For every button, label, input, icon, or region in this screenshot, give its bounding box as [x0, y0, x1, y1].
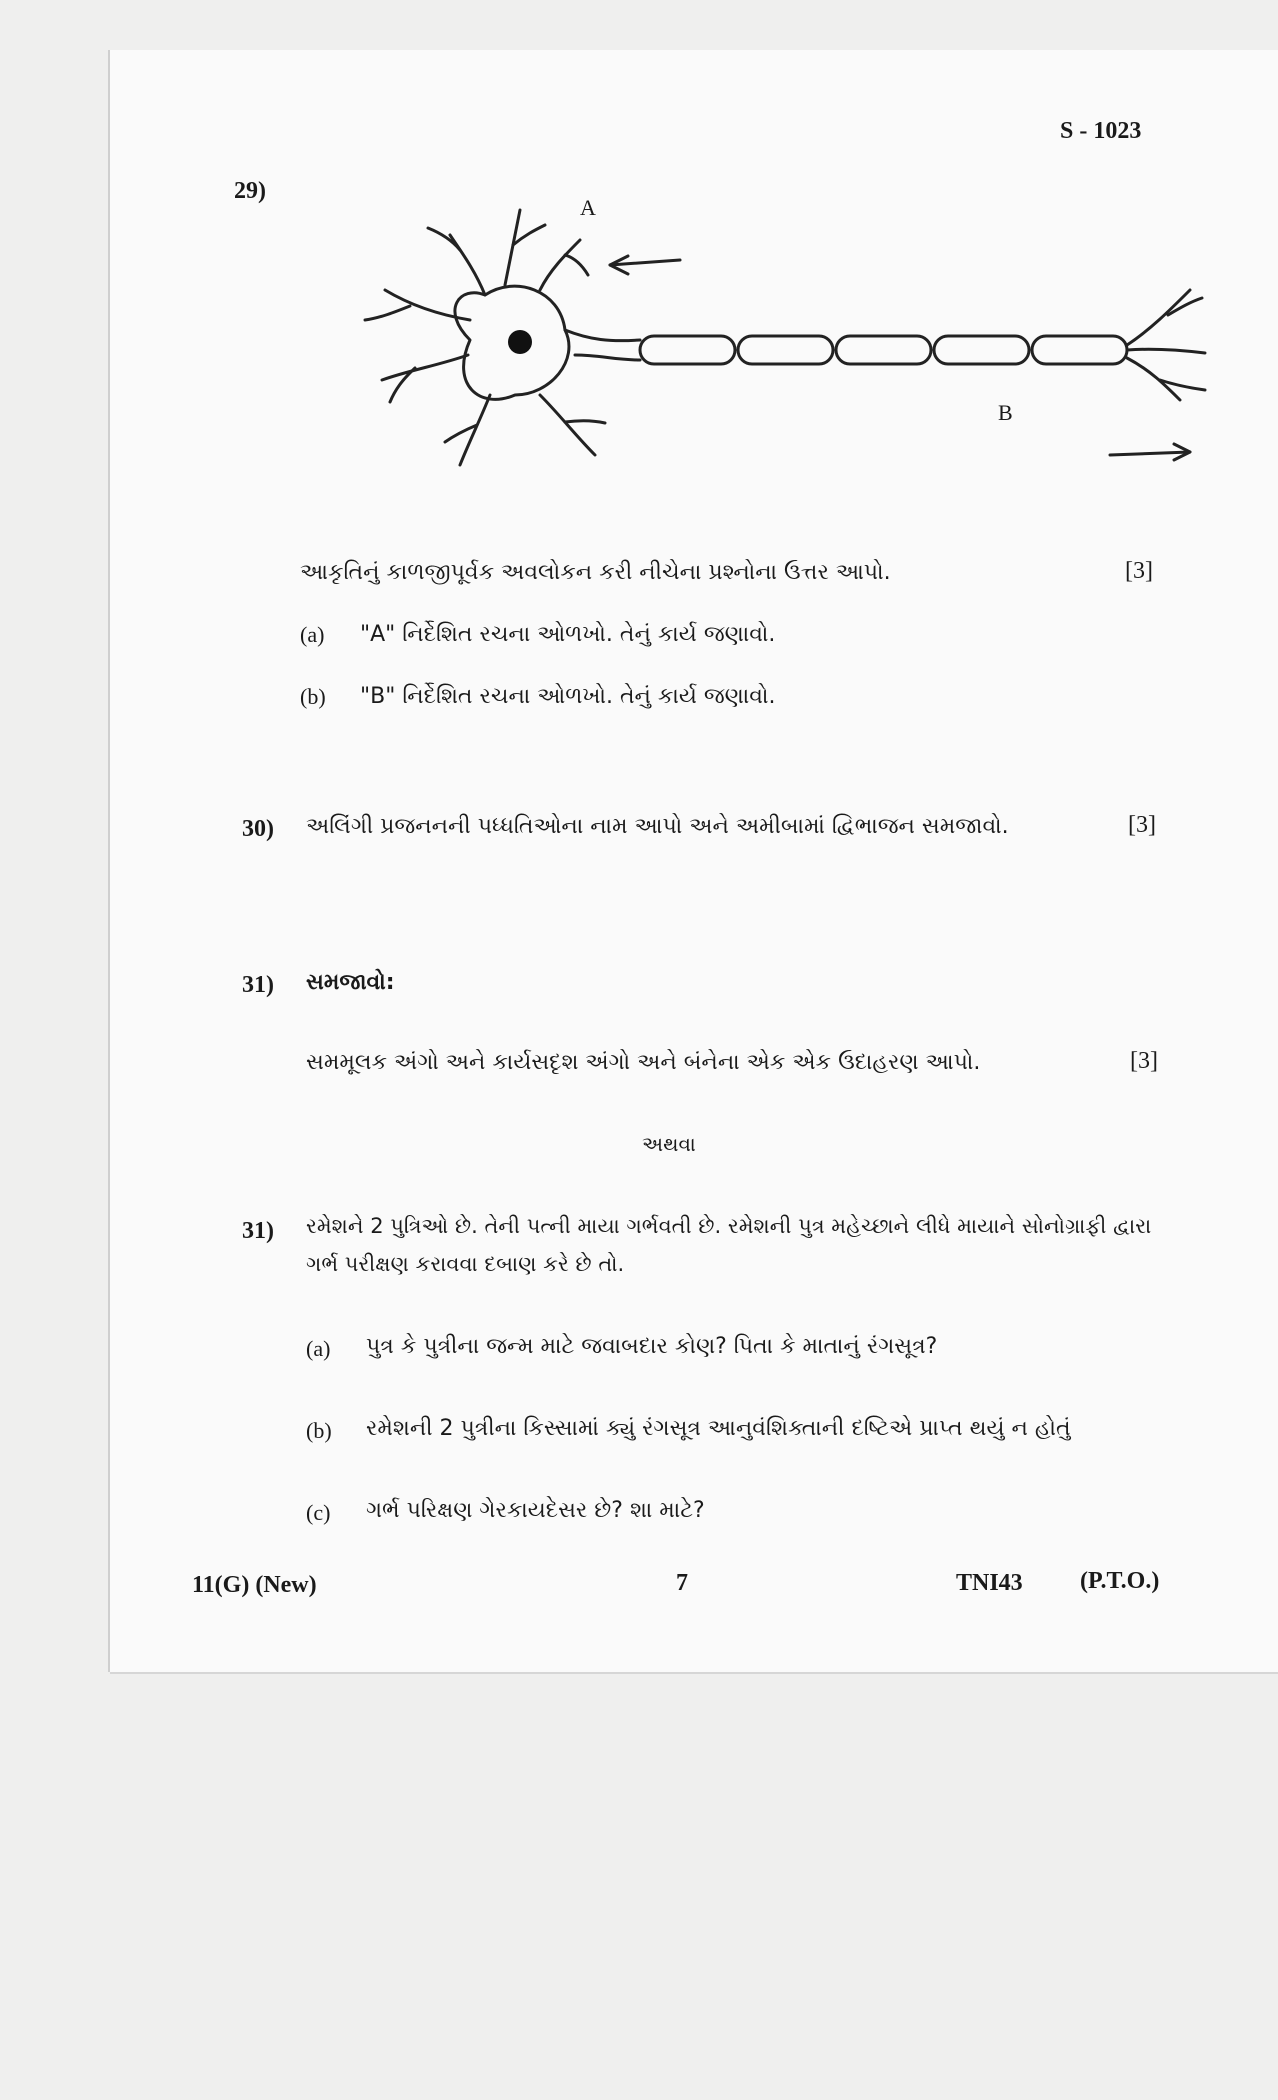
- q31-alt-a-text: પુત્ર કે પુત્રીના જન્મ માટે જવાબદાર કોણ? પિતા કે માતાનું રંગસૂત્ર?: [366, 1334, 938, 1359]
- q29-marks: [3]: [1125, 558, 1153, 584]
- q31-alt-b-label: (b): [306, 1418, 332, 1443]
- neuron-diagram: [310, 190, 1240, 490]
- question-31-alt-number: 31): [242, 1218, 274, 1244]
- q31-alt-b-text: રમેશની 2 પુત્રીના કિસ્સામાં ક્યું રંગસૂત્ર આનુવંશિક્તાની દષ્ટિએ પ્રાપ્ત થયું ન હોતું: [366, 1416, 1071, 1441]
- footer-code: TNI43: [956, 1570, 1023, 1596]
- q29-b-label: (b): [300, 684, 326, 709]
- label-b: B: [998, 400, 1013, 425]
- q31-heading: સમજાવો:: [306, 970, 395, 995]
- q31-marks: [3]: [1130, 1048, 1158, 1074]
- q31-text: સમમૂલક અંગો અને કાર્યસદૃશ અંગો અને બંનેના એક એક ઉદાહરણ આપો.: [306, 1050, 981, 1075]
- question-31-number: 31): [242, 972, 274, 998]
- q29-a-text: "A" નિર્દેશિત રચના ઓળખો. તેનું કાર્ય જણાવો.: [360, 622, 776, 647]
- q31-alt-c-label: (c): [306, 1500, 331, 1525]
- paper-code: S - 1023: [1060, 118, 1142, 144]
- q31-alt-line1: રમેશને 2 પુત્રિઓ છે. તેની પત્ની માયા ગર્ભવતી છે. રમેશની પુત્ર મહેચ્છાને લીધે માયાને સોનોગ્રાફી દ્વારા: [306, 1214, 1152, 1238]
- footer-page-number: 7: [676, 1570, 688, 1596]
- q31-alt-a-label: (a): [306, 1336, 331, 1361]
- q29-b-text: "B" નિર્દેશિત રચના ઓળખો. તેનું કાર્ય જણાવો.: [360, 684, 776, 709]
- label-a: A: [580, 195, 596, 220]
- question-30-number: 30): [242, 816, 274, 842]
- footer-subject: 11(G) (New): [192, 1572, 317, 1598]
- q31-alt-line2: ગર્ભ પરીક્ષણ કરાવવા દબાણ કરે છે તો.: [306, 1252, 625, 1276]
- exam-page: [110, 50, 1278, 1672]
- q31-alt-c-text: ગર્ભ પરિક્ષણ ગેરકાયદેસર છે? શા માટે?: [366, 1498, 705, 1523]
- q30-text: અલિંગી પ્રજનનની પધ્ધતિઓના નામ આપો અને અમીબામાં દ્વિભાજન સમજાવો.: [306, 814, 1009, 839]
- or-separator: અથવા: [642, 1132, 696, 1156]
- q30-marks: [3]: [1128, 812, 1156, 838]
- q29-a-label: (a): [300, 622, 325, 647]
- question-29-number: 29): [234, 178, 266, 204]
- q29-instruction: આકૃતિનું કાળજીપૂર્વક અવલોકન કરી નીચેના પ્રશ્નોના ઉત્તર આપો.: [300, 560, 891, 585]
- footer-pto: (P.T.O.): [1080, 1568, 1160, 1594]
